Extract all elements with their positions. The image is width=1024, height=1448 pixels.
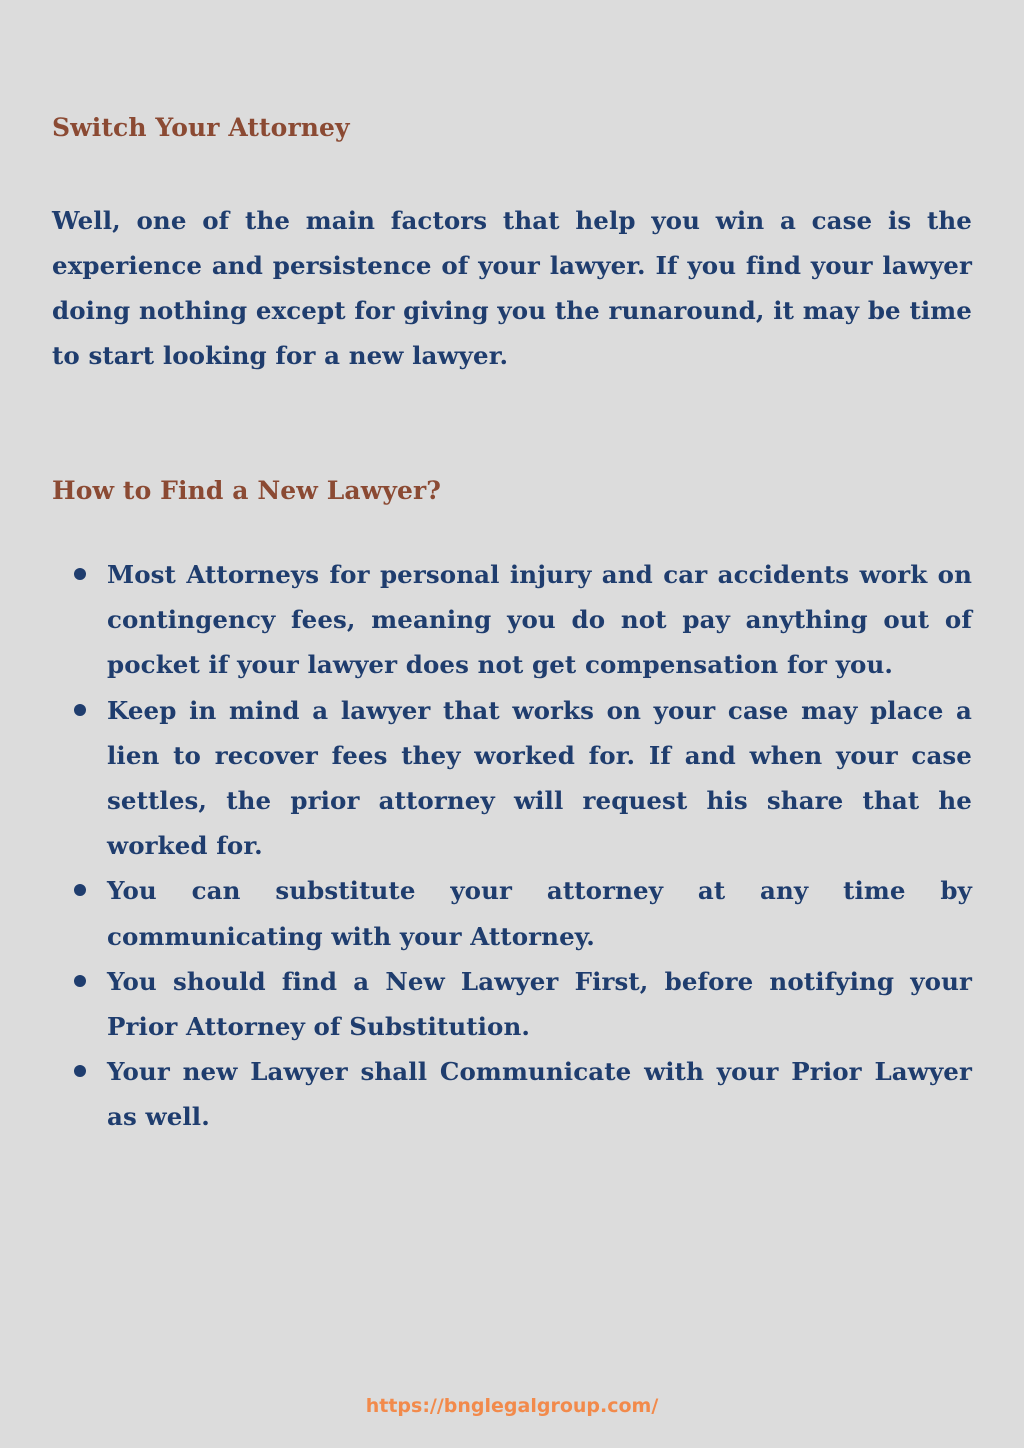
list-item	[52, 868, 972, 958]
list-item-text: Most Attorneys for personal injury and car accidents work on contingency fees, meaning you do not pay anything out of pocket if your lawyer does not get compensation for you.	[107, 560, 972, 680]
bullet-dot-icon	[74, 975, 86, 987]
bullet-dot-icon	[74, 568, 86, 580]
list-item	[52, 1049, 972, 1139]
list-item	[52, 959, 972, 1049]
bullet-dot-icon	[74, 1065, 86, 1077]
bullet-list	[52, 552, 972, 1140]
list-item-text: You can substitute your attorney at any time by communicating with your Attorney.	[107, 876, 972, 951]
list-item	[52, 688, 972, 869]
bullet-dot-icon	[74, 884, 86, 896]
bullet-dot-icon	[74, 704, 86, 716]
list-item-text: Keep in mind a lawyer that works on your case may place a lien to recover fees they worked for. If and when your case settles, the prior attorney will request his share that he worked for.	[107, 695, 972, 861]
intro-paragraph: Well, one of the main factors that help you win a case is the experience and persistence of your lawyer. If you find your lawyer doing nothing except for giving you the runaround, it may be time to start looking for a new lawyer.	[52, 206, 972, 370]
heading-switch-your-attorney: Switch Your Attorney	[52, 113, 350, 142]
list-item	[52, 552, 972, 688]
website-link[interactable]: https://bnglegalgroup.com/	[365, 1395, 659, 1417]
list-item-text: You should find a New Lawyer First, before notifying your Prior Attorney of Substitution.	[107, 966, 972, 1042]
list-item-text: Your new Lawyer shall Communicate with your Prior Lawyer as well.	[107, 1057, 972, 1132]
heading-how-to-find-a-new-lawyer: How to Find a New Lawyer?	[52, 476, 441, 505]
document-page	[52, 0, 972, 1140]
